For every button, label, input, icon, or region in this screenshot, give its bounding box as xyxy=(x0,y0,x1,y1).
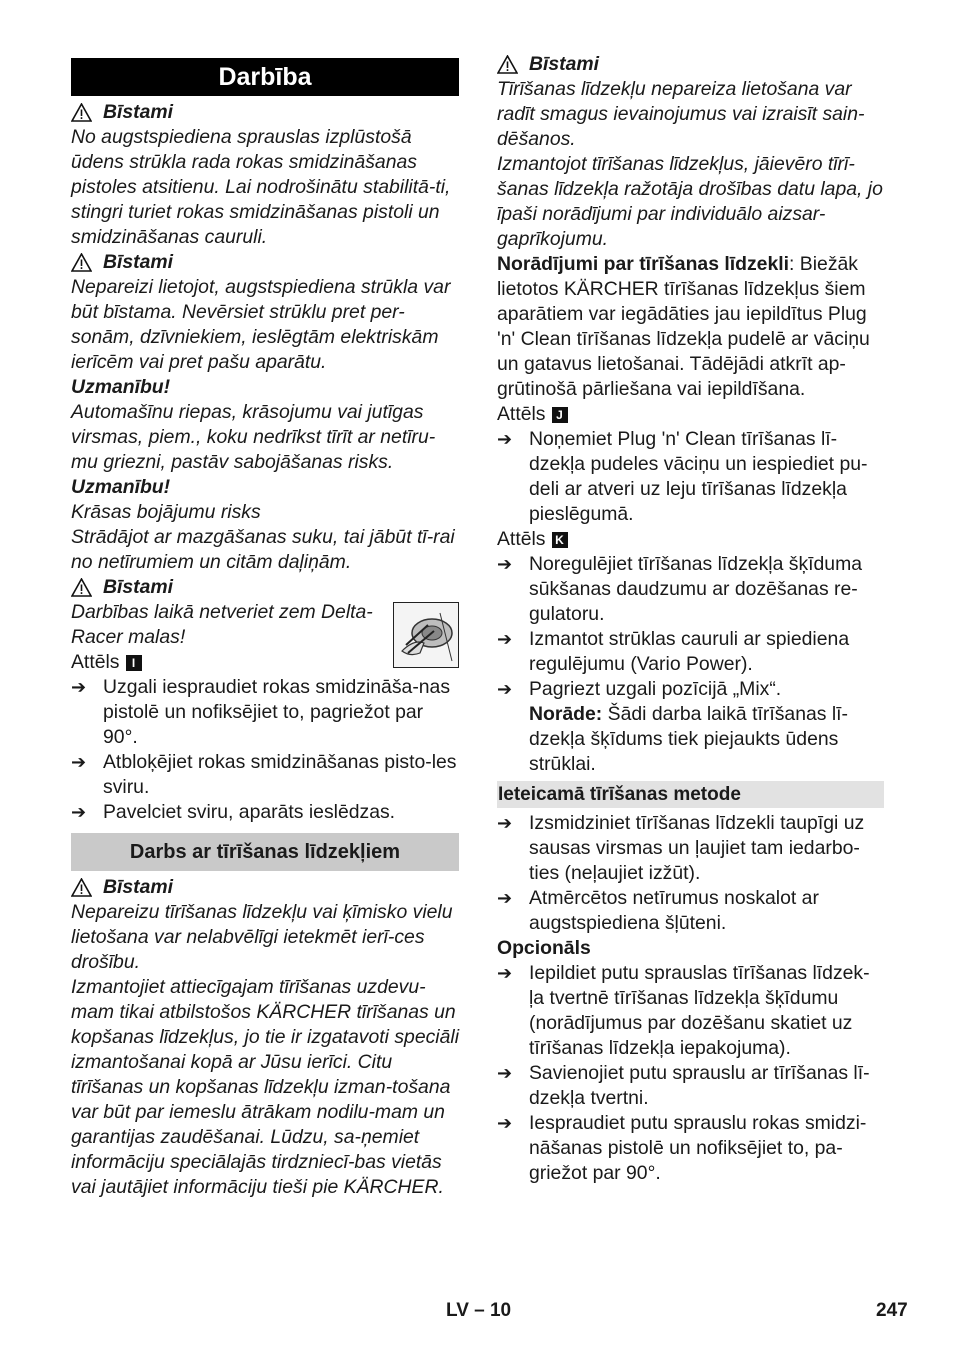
arrow-bullet-icon: ➔ xyxy=(497,813,513,833)
paragraph: Nepareizu tīrīšanas līdzekļu vai ķīmisko vielu lietošana var nelabvēlīgi ietekmēt ierī-ces drošību. xyxy=(71,901,453,973)
danger-heading: Bīstami xyxy=(71,100,459,125)
list-item: ➔ Iespraudiet putu sprauslu rokas smidzi-nāšanas pistolē un nofiksējiet to, pa-griežot par 90°. xyxy=(497,1112,867,1184)
paragraph: Nepareizi lietojot, augstspiediena strūkla var būt bīstama. Nevērsiet strūklu pret per-sonām, dzīvniekiem, ieslēgtām elektriskām ierīcēm vai pret pašu aparātu. xyxy=(71,276,451,373)
warning-triangle-icon xyxy=(71,878,92,897)
page-number: 247 xyxy=(876,1300,908,1321)
warning-triangle-icon xyxy=(71,253,92,272)
paragraph: Darbības laikā netveriet zem Delta-Racer malas! xyxy=(71,601,373,648)
paragraph: Strādājot ar mazgāšanas suku, tai jābūt tī-rai no netīrumiem un citām daļiņām. xyxy=(71,526,455,573)
paragraph: Tīrīšanas līdzekļu nepareiza lietošana var radīt smagus ievainojumus vai izraisīt sain-dēšanos. xyxy=(497,78,865,150)
paragraph: Krāsas bojājumu risks xyxy=(71,501,261,523)
arrow-bullet-icon: ➔ xyxy=(497,679,513,699)
paragraph: Norādījumi par tīrīšanas līdzekli: Biežāk lietotos KÄRCHER tīrīšanas līdzekļus šiem aparātiem var iegādāties jau iepildītus Plug 'n' Clean tīrīšanas līdzekļa pudelē ar vāciņu un gatavus lietošanai. Tādējādi atkrīt ap-grūtinošā pārliešana vai iepildīšana. xyxy=(497,253,870,400)
caution-heading: Uzmanību! xyxy=(71,476,171,498)
arrow-bullet-icon: ➔ xyxy=(71,802,87,822)
danger-heading: Bīstami xyxy=(497,52,884,77)
figure-letter: I xyxy=(126,655,142,671)
danger-heading: Bīstami xyxy=(71,875,459,900)
delta-racer-illustration xyxy=(393,602,459,668)
list-item: ➔ Noregulējiet tīrīšanas līdzekļa šķīduma sūkšanas daudzumu ar dozēšanas re-gulatoru. xyxy=(497,553,863,625)
warning-triangle-icon xyxy=(71,578,92,597)
footer-language-page: LV – 10 xyxy=(446,1300,512,1321)
warning-triangle-icon xyxy=(497,55,518,74)
list-item: ➔ Noņemiet Plug 'n' Clean tīrīšanas lī-dzekļa pudeles vāciņu un iespiediet pu-deli ar atveri uz leju tīrīšanas līdzekļa pieslēgumā. xyxy=(497,428,868,525)
figure-reference: Attēls K xyxy=(497,527,884,552)
delta-racer-block xyxy=(71,600,459,675)
arrow-bullet-icon: ➔ xyxy=(497,554,513,574)
arrow-bullet-icon: ➔ xyxy=(497,1113,513,1133)
paragraph: Automašīnu riepas, krāsojumu vai jutīgas virsmas, piem., koku nedrīkst tīrīt ar netīru-mu griezni, pastāv sabojāšanas risks. xyxy=(71,401,436,473)
subsection-title: Ieteicamā tīrīšanas metode xyxy=(497,781,884,808)
list-item: ➔ Uzgali iespraudiet rokas smidzināša-nas pistolē un nofiksējiet to, pagriežot par 90°. xyxy=(71,676,451,748)
caution-heading: Uzmanību! xyxy=(71,376,171,398)
list-item: ➔ Atmērcētos netīrumus noskalot ar augstspiediena šļūteni. xyxy=(497,887,819,934)
list-item: ➔ Pavelciet sviru, aparāts ieslēdzas. xyxy=(71,801,396,823)
list-item: ➔ Pagriezt uzgali pozīcijā „Mix“. xyxy=(497,678,782,700)
danger-heading: Bīstami xyxy=(71,250,459,275)
left-column xyxy=(71,52,459,1200)
danger-heading: Bīstami xyxy=(71,575,459,600)
figure-letter: K xyxy=(552,532,568,548)
list-item: ➔ Atbloķējiet rokas smidzināšanas pisto-les sviru. xyxy=(71,751,457,798)
list-item: ➔ Iepildiet putu sprauslas tīrīšanas līdzek-ļa tvertnē tīrīšanas līdzekļa šķīdumu (norādījumus par dozēšanu skatiet uz tīrīšanas līdzekļa iepakojuma). xyxy=(497,962,870,1059)
list-item: ➔ Izsmidziniet tīrīšanas līdzekli taupīgi uz sausas virsmas un ļaujiet tam iedarbo-ties (neļaujiet izžūt). xyxy=(497,812,865,884)
arrow-bullet-icon: ➔ xyxy=(497,963,513,983)
arrow-bullet-icon: ➔ xyxy=(497,1063,513,1083)
list-item: ➔ Savienojiet putu sprauslu ar tīrīšanas lī-dzekļa tvertni. xyxy=(497,1062,870,1109)
right-column xyxy=(497,52,884,1186)
figure-reference: Attēls I xyxy=(71,650,387,675)
paragraph: No augstspiediena sprauslas izplūstošā ūdens strūkla rada rokas smidzināšanas pistoles atsitienu. Lai nodrošinātu stabilitā-ti, stingri turiet rokas smidzināšanas pistoli un smidzināšanas cauruli. xyxy=(71,126,451,248)
list-item: ➔ Izmantot strūklas cauruli ar spiediena regulējumu (Vario Power). xyxy=(497,628,850,675)
optional-heading: Opcionāls xyxy=(497,937,591,959)
subsection-title: Darbs ar tīrīšanas līdzekļiem xyxy=(71,833,459,871)
paragraph: Izmantojot tīrīšanas līdzekļus, jāievēro tīrī-šanas līdzekļa ražotāja drošības datu lapa, jo īpaši norādījumi par individuālo aizsar-gaprīkojumu. xyxy=(497,153,883,250)
arrow-bullet-icon: ➔ xyxy=(497,429,513,449)
figure-letter: J xyxy=(552,407,568,423)
arrow-bullet-icon: ➔ xyxy=(71,677,87,697)
figure-reference: Attēls J xyxy=(497,402,884,427)
warning-triangle-icon xyxy=(71,103,92,122)
note: Norāde: Šādi darba laikā tīrīšanas lī-dzekļa šķīdums tiek piejaukts ūdens strūklai. xyxy=(529,703,849,775)
arrow-bullet-icon: ➔ xyxy=(497,888,513,908)
paragraph: Izmantojiet attiecīgajam tīrīšanas uzdevu-mam tikai atbilstošos KÄRCHER tīrīšanas un kopšanas līdzekļus, jo tie ir izgatavoti speciāli izmantošanai kopā ar Jūsu ierīci. Citu tīrīšanas un kopšanas līdzekļu izman-tošana var būt par iemeslu ātrākam nodilu-mam un garantijas zaudēšanai. Lūdzu, sa-ņemiet informāciju speciālajās tirdzniecī-bas vietās vai jautājiet informāciju tieši pie KÄRCHER. xyxy=(71,976,460,1198)
section-title: Darbība xyxy=(71,58,459,96)
arrow-bullet-icon: ➔ xyxy=(71,752,87,772)
arrow-bullet-icon: ➔ xyxy=(497,629,513,649)
